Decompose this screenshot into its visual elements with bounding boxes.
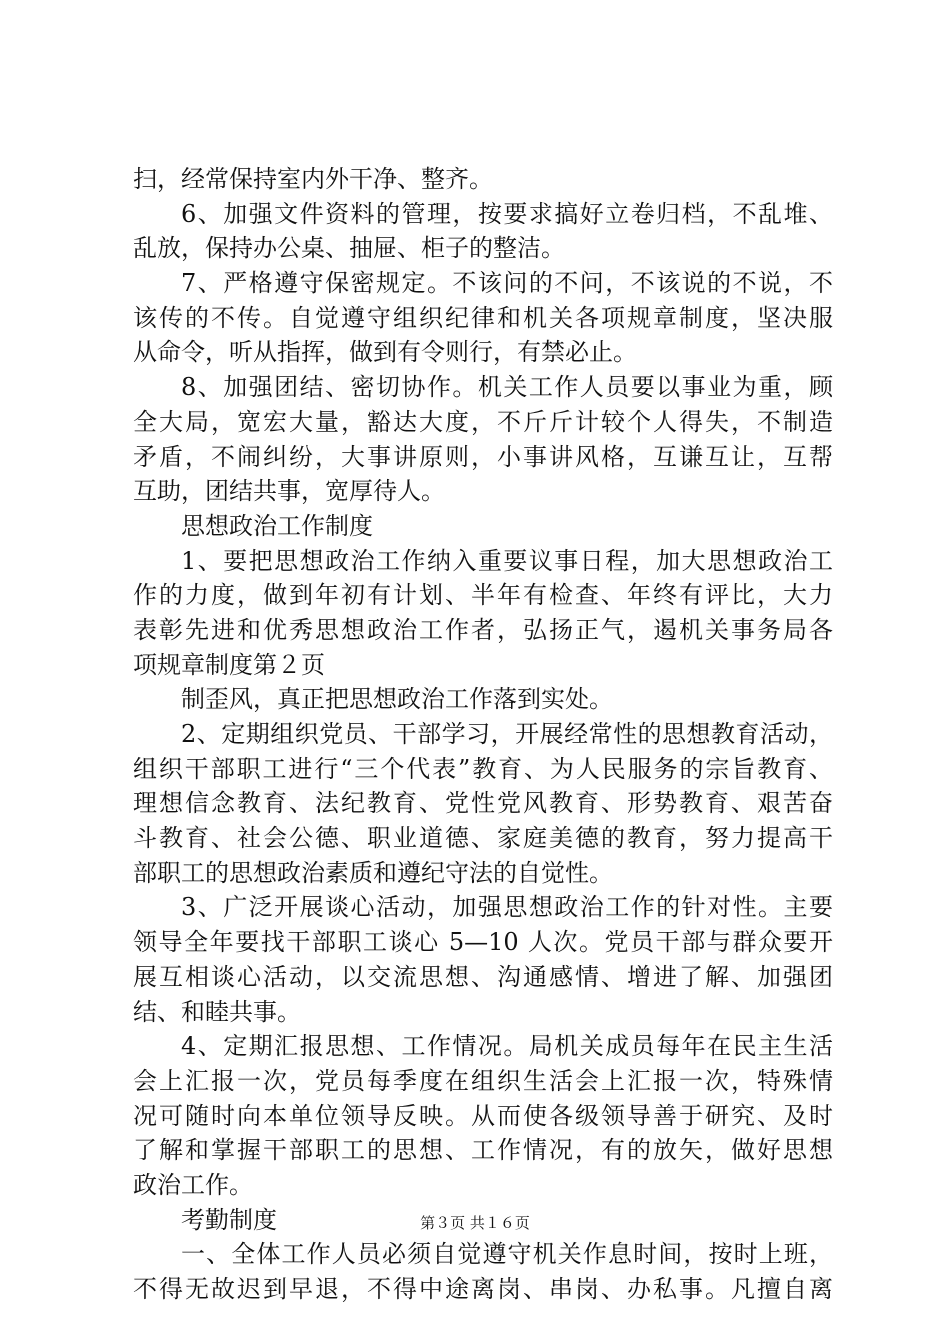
page-footer [0, 1213, 950, 1233]
text-line: 从命令，听从指挥，做到有令则行，有禁必止。 [133, 338, 637, 367]
text-line: 部职工的思想政治素质和遵纪守法的自觉性。 [133, 858, 613, 887]
text-line: 斗教育、社会公德、职业道德、家庭美德的教育，努力提高干 [133, 824, 833, 853]
text-line: 况可随时向本单位领导反映。从而使各级领导善于研究、及时 [133, 1101, 833, 1130]
page-number-label: 第３页 共１６页 [420, 1214, 530, 1232]
text-line: 作的力度，做到年初有计划、半年有检查、年终有评比，大力 [133, 581, 833, 610]
text-line: 不得无故迟到早退，不得中途离岗、串岗、办私事。凡擅自离 [133, 1275, 833, 1303]
text-line: 一、全体工作人员必须自觉遵守机关作息时间，按时上班， [181, 1240, 833, 1269]
text-line: 7、严格遵守保密规定。不该问的不问，不该说的不说，不 [181, 269, 833, 298]
text-line: 全大局，宽宏大量，豁达大度，不斤斤计较个人得失，不制造 [133, 407, 833, 436]
text-line: 6、加强文件资料的管理，按要求搞好立卷归档，不乱堆、 [181, 199, 833, 228]
document-body [133, 162, 833, 1307]
text-line: 表彰先进和优秀思想政治工作者，弘扬正气，遏机关事务局各 [133, 615, 833, 644]
text-line: 理想信念教育、法纪教育、党性党风教育、形势教育、艰苦奋 [133, 789, 833, 818]
text-line: 了解和掌握干部职工的思想、工作情况，有的放矢，做好思想 [133, 1136, 833, 1165]
text-line: 结、和睦共事。 [133, 997, 301, 1026]
text-line: 矛盾，不闹纠纷，大事讲原则，小事讲风格，互谦互让，互帮 [133, 442, 833, 471]
text-line: 会上汇报一次，党员每季度在组织生活会上汇报一次，特殊情 [133, 1066, 833, 1095]
text-line: 3、广泛开展谈心活动，加强思想政治工作的针对性。主要 [181, 893, 833, 922]
text-line: 领导全年要找干部职工谈心 5—10 人次。党员干部与群众要开 [133, 928, 833, 957]
text-line: 展互相谈心活动，以交流思想、沟通感情、增进了解、加强团 [133, 962, 833, 991]
text-line: 组织干部职工进行“三个代表”教育、为人民服务的宗旨教育、 [133, 754, 833, 783]
text-line: 考勤制度 [181, 1205, 277, 1234]
text-line: 2、定期组织党员、干部学习，开展经常性的思想教育活动， [181, 720, 833, 748]
text-line: 1、要把思想政治工作纳入重要议事日程，加大思想政治工 [181, 546, 833, 575]
text-line: 互助，团结共事，宽厚待人。 [133, 477, 445, 506]
text-line: 乱放，保持办公桌、抽屉、柜子的整洁。 [133, 234, 565, 263]
text-line: 该传的不传。自觉遵守组织纪律和机关各项规章制度，坚决服 [133, 303, 833, 332]
text-line: 扫，经常保持室内外干净、整齐。 [133, 165, 493, 193]
text-line: 政治工作。 [133, 1170, 253, 1199]
text-line: 8、加强团结、密切协作。机关工作人员要以事业为重，顾 [181, 373, 833, 402]
text-line: 项规章制度第２页 [133, 650, 325, 679]
text-line: 制歪风，真正把思想政治工作落到实处。 [181, 685, 613, 714]
text-line: 4、定期汇报思想、工作情况。局机关成员每年在民主生活 [181, 1032, 833, 1061]
text-line: 思想政治工作制度 [181, 511, 373, 540]
